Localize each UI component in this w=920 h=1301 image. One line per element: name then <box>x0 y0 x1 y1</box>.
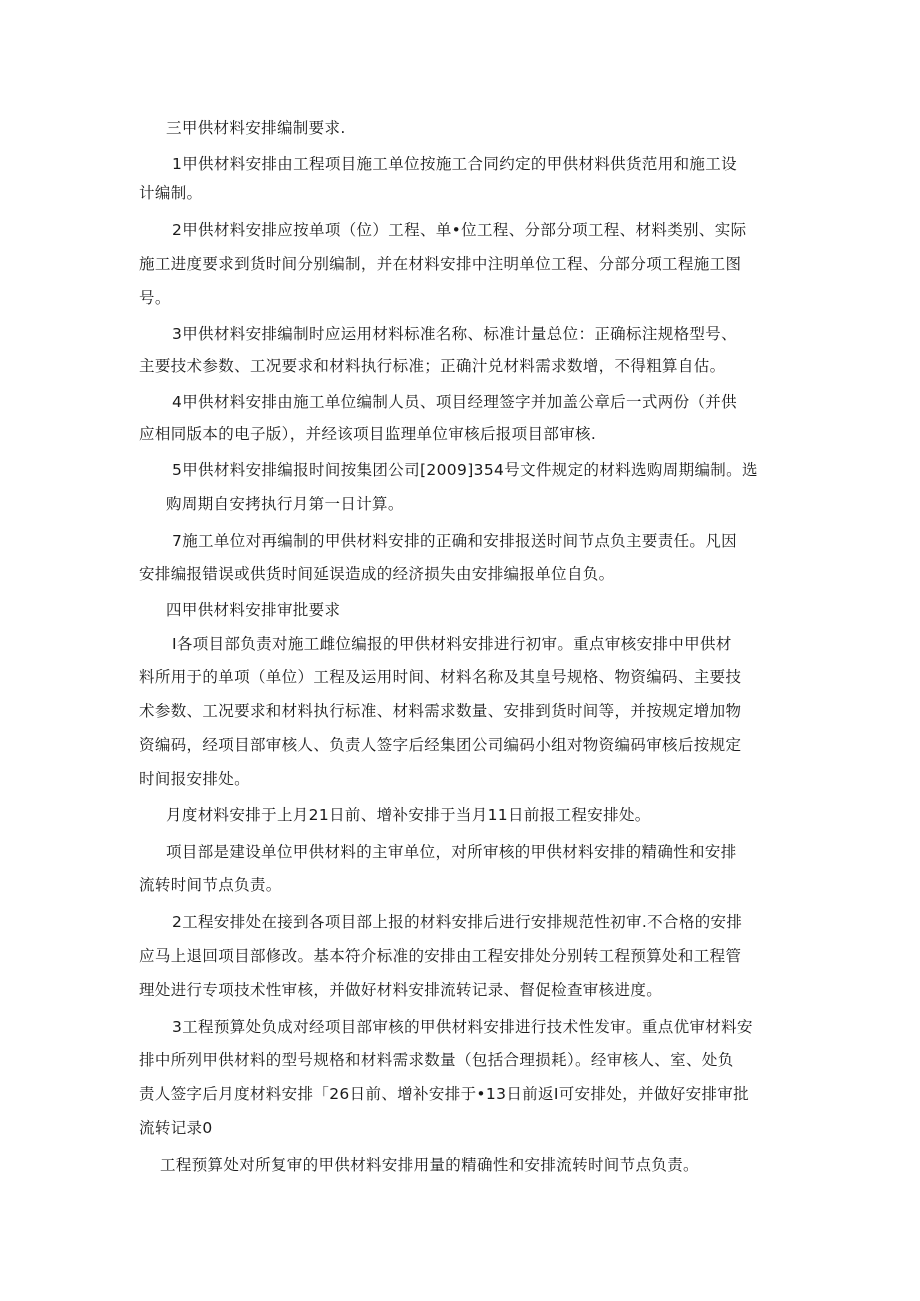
paragraph-line: 流转记录0 <box>139 1119 213 1137</box>
paragraph-line: 术参数、工况要求和材料执行标准、材料需求数量、安排到货时间等，并按规定增加物 <box>139 702 742 720</box>
paragraph-line: 施工进度要求到货时间分别编制，并在材料安排中注明单位工程、分部分项工程施工图 <box>139 255 742 273</box>
paragraph-line: 4甲供材料安排由施工单位编制人员、项目经理签字并加盖公章后一式两份（并供 <box>172 393 737 411</box>
paragraph-line: 3甲供材料安排编制时应运用材料标准名称、标准计量总位：正确标注规格型号、 <box>172 325 737 343</box>
paragraph-line: 月度材料安排于上月21日前、增补安排于当月11日前报工程安排处。 <box>166 806 651 824</box>
paragraph-line: 购周期自安拷执行月第一日计算。 <box>166 495 404 513</box>
paragraph-line: 排中所列甲供材料的型号规格和材料需求数量（包括合理损耗）。经审核人、室、处负 <box>139 1051 734 1069</box>
paragraph-line: 应相同版本的电子版），并经该项目监理单位审核后报项目部审核. <box>139 425 597 443</box>
paragraph-line: 主要技术参数、工况要求和材料执行标准；正确汁兑材料需求数增，不得粗算自估。 <box>139 357 726 375</box>
paragraph-line: 7施工单位对再编制的甲供材料安排的正确和安排报送时间节点负主要责任。凡因 <box>172 532 737 550</box>
paragraph-line: 应马上退回项目部修改。基本符介标准的安排由工程安排处分别转工程预算处和工程管 <box>139 947 742 965</box>
paragraph-line: 号。 <box>139 289 171 307</box>
section-heading-3: 三甲供材料安排编制要求. <box>166 119 346 137</box>
paragraph-line: 资编码，经项目部审核人、负责人签字后经集团公司编码小组对物资编码审核后按规定 <box>139 736 742 754</box>
section-heading-4: 四甲供材料安排审批要求 <box>166 601 341 619</box>
paragraph-line: 责人签字后月度材料安排「26日前、增补安排于•13日前返I可安排处，并做好安排审批 <box>139 1085 750 1103</box>
paragraph-line: 料所用于的单项（单位）工程及运用时间、材料名称及其皇号规格、物资编码、主要技 <box>139 668 742 686</box>
paragraph-line: 计编制。 <box>139 184 203 202</box>
paragraph-line: 工程预算处对所复审的甲供材料安排用量的精确性和安排流转时间节点负责。 <box>160 1156 699 1174</box>
paragraph-line: 3工程预算处负成对经项目部审核的甲供材料安排进行技术性发审。重点优审材料安 <box>172 1018 753 1036</box>
paragraph-line: 2甲供材料安排应按单项（位）工程、单•位工程、分部分项工程、材料类别、实际 <box>172 221 747 239</box>
paragraph-line: 5甲供材料安排编报时间按集团公司[2009]354号文件规定的材料选购周期编制。选 <box>172 461 758 479</box>
paragraph-line: 2工程安排处在接到各项目部上报的材料安排后进行安排规范性初审.不合格的安排 <box>172 913 743 931</box>
paragraph-line: 流转时间节点负责。 <box>139 876 282 894</box>
paragraph-line: 安排编报错误或供货时间延误造成的经济损失由安排编报单位自负。 <box>139 565 615 583</box>
paragraph-line: 时间报安排处。 <box>139 770 250 788</box>
paragraph-line: 项目部是建设单位甲供材料的主审单位，对所审核的甲供材料安排的精确性和安排 <box>166 843 737 861</box>
paragraph-line: 1甲供材料安排由工程项目施工单位按施工合同约定的甲供材料供货范用和施工设 <box>172 155 737 173</box>
paragraph-line: 理处进行专项技术性审核，并做好材料安排流转记录、督促检查审核进度。 <box>139 981 663 999</box>
paragraph-line: I各项目部负责对施工雌位编报的甲供材料安排进行初审。重点审核安排中甲供材 <box>172 635 732 653</box>
